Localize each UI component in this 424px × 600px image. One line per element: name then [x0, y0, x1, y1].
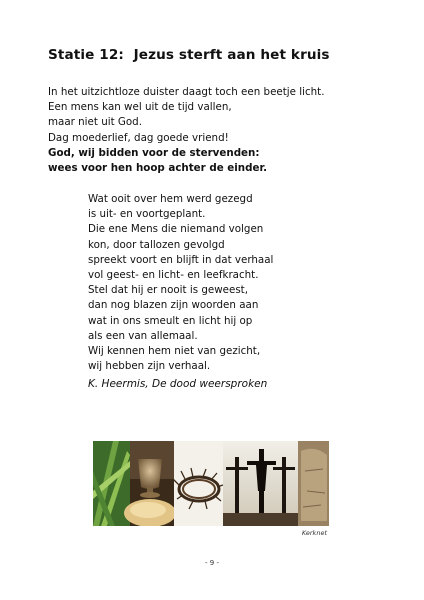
- poem-line: Wat ooit over hem werd gezegd: [88, 193, 253, 205]
- crown-of-thorns-image: [173, 441, 223, 526]
- intro-text: [48, 85, 324, 176]
- poem-line: Wij kennen hem niet van gezicht,: [88, 345, 261, 358]
- poem-line: kon, door tallozen gevolgd: [88, 238, 225, 251]
- intro-line: maar niet uit God.: [48, 116, 142, 129]
- poem-line: wij hebben zijn verhaal.: [88, 360, 211, 373]
- poem-credit: K. Heermis, De dood weersproken: [88, 378, 268, 390]
- intro-line: In het uitzichtloze duister daagt toch een beetje licht.: [48, 86, 325, 98]
- prayer-line: wees voor hen hoop achter de einder.: [48, 162, 267, 175]
- page-title: Statie 12: Jezus sterft aan het kruis: [48, 47, 330, 63]
- crucifixion-image: [223, 441, 298, 526]
- poem-line: als een van allemaal.: [88, 329, 198, 342]
- poem: [88, 192, 273, 374]
- poem-line: Die ene Mens die niemand volgen: [88, 223, 264, 236]
- poem-line: is uit- en voortgeplant.: [88, 208, 206, 221]
- poem-line: vol geest- en licht- en leefkracht.: [88, 269, 259, 282]
- intro-line: Dag moederlief, dag goede vriend!: [48, 131, 229, 144]
- poem-line: spreekt voort en blijft in dat verhaal: [88, 253, 274, 266]
- poem-line: dan nog blazen zijn woorden aan: [88, 299, 259, 312]
- tomb-image: [298, 441, 329, 526]
- chalice-bread-image: [124, 441, 176, 526]
- photo-strip: [93, 441, 329, 526]
- poem-line: Stel dat hij er nooit is geweest,: [88, 284, 248, 297]
- intro-line: Een mens kan wel uit de tijd vallen,: [48, 101, 232, 114]
- page-number: - 9 -: [205, 559, 219, 567]
- image-credit: Kerknet: [301, 529, 327, 537]
- poem-line: wat in ons smeult en licht hij op: [88, 314, 253, 327]
- prayer-line: God, wij bidden voor de stervenden:: [48, 146, 260, 159]
